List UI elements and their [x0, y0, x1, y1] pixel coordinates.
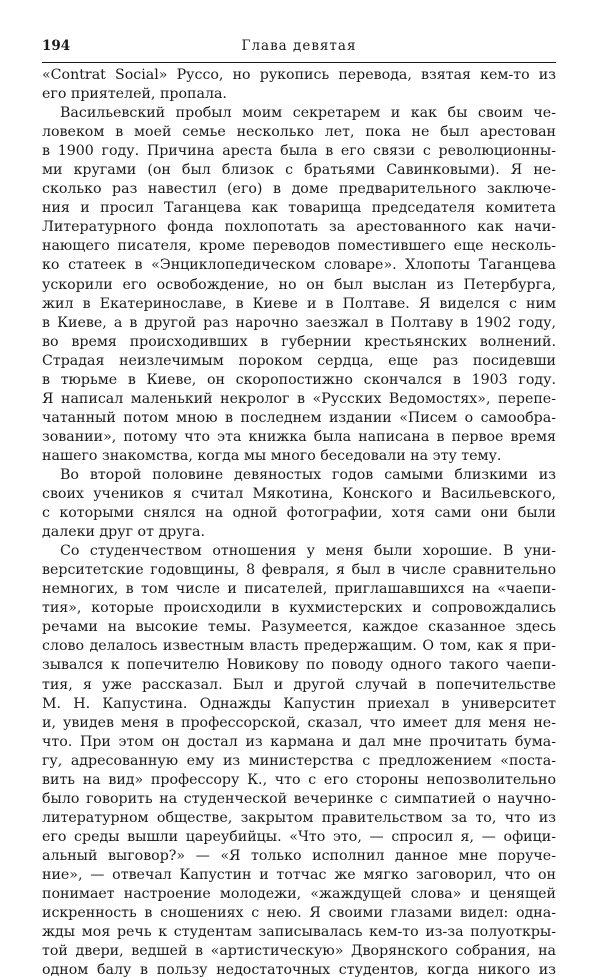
- text-line: зовании», потому что эта книжка была написана в первое время: [42, 428, 556, 445]
- text-line: вить на вид» профессору К., что с его стороны непозволительно: [42, 771, 556, 788]
- text-line: Литературного фонда похлопотать за арестованного как начи-: [42, 219, 556, 236]
- text-line: тия, я уже рассказал. Был и другой случай в попечительстве: [42, 676, 556, 693]
- text-line: гу, адресованную ему из министерства с предложением «постa-: [42, 752, 556, 769]
- text-line: с которыми снялся на одной фотографии, хотя сами они были: [42, 505, 556, 522]
- text-line: сколько раз навестил (его) в доме предварительного заключе-: [42, 181, 556, 198]
- text-line: ние», — отвечал Капустин и тотчас же мягко заговорил, что он: [42, 866, 556, 883]
- body-text: [42, 66, 556, 980]
- text-line: ускорили его освобождение, но он был выслан из Петербурга,: [42, 276, 556, 293]
- header-rule: [42, 62, 556, 63]
- text-line: в тюрьме в Киеве, он скоропостижно скончался в 1903 году.: [42, 371, 556, 388]
- page-header: [42, 38, 556, 60]
- text-line: искренность в сношениях с нею. Я своими глазами видел: одна-: [42, 905, 556, 922]
- text-line: ловеком в моей семье несколько лет, пока не был арестован: [42, 124, 556, 141]
- text-line: Я написал маленький некролог в «Русских Ведомостях», перепе-: [42, 390, 556, 407]
- text-line: своих учеников я считал Мякотина, Конского и Васильевского,: [42, 486, 556, 503]
- text-line: далеки друг от друга.: [42, 524, 206, 541]
- text-line: «Contrat Social» Руссо, но рукопись перевода, взятая кем-то из: [42, 67, 556, 83]
- text-line: ко статеек в «Энциклопедическом словаре». Хлопоты Таганцева: [42, 257, 556, 274]
- paragraph: [42, 104, 556, 466]
- text-line: немногих, в том числе и писателей, приглашавшихся на «чаепи-: [42, 581, 556, 598]
- text-line: одном балу в пользу недостаточных студентов, когда никого из: [42, 962, 556, 979]
- paragraph: [42, 66, 556, 104]
- text-line: во время происходивших в губернии крестьянских волнений.: [42, 333, 556, 350]
- text-line: Васильевский пробыл моим секретарем и как бы своим че-: [60, 105, 556, 122]
- text-line: нающего писателя, кроме переводов поместившего еще несколь-: [42, 238, 556, 255]
- paragraph: [42, 466, 556, 542]
- text-line: зывался к попечителю Новикову по поводу одного такого чаепи-: [42, 657, 556, 674]
- text-line: речами на высокие темы. Разумеется, каждое сказанное здесь: [42, 619, 556, 636]
- book-page: [42, 38, 556, 980]
- text-line: литературном обществе, закрытом правительством за то, что из: [42, 809, 556, 826]
- text-line: чатанный потом мною в последнем издании «Писем о самообра-: [42, 409, 556, 426]
- text-line: ния и просил Таганцева как товарища председателя комитета: [42, 200, 556, 217]
- text-line: в Киеве, а в другой раз нарочно заезжал в Полтаву в 1902 году,: [42, 314, 556, 331]
- text-line: ми кругами (он был близок с братьями Савинковыми). Я не-: [42, 162, 556, 179]
- text-line: его среды вышли цареубийцы. «Что это, — спросил я, — офици-: [42, 828, 556, 845]
- text-line: тия», которые происходили в кухмистерских и сопровождались: [42, 600, 556, 617]
- text-line: было говорить на студенческой вечеринке с симпатией о научно-: [42, 790, 556, 807]
- text-line: что. При этом он достал из кармана и дал мне прочитать бума-: [42, 733, 556, 750]
- paragraph: [42, 542, 556, 980]
- text-line: его приятелей, пропала.: [42, 86, 227, 103]
- page-number: 194: [42, 38, 71, 54]
- text-line: понимает настроение молодежи, «жаждущей слова» и ценящей: [42, 886, 556, 903]
- text-line: верситетские годовщины, 8 февраля, я был в числе сравнительно: [42, 562, 556, 579]
- text-line: альный выговор?» — «Я только исполнил данное мне поруче-: [42, 847, 556, 864]
- text-line: Со студенчеством отношения у меня были хорошие. В уни-: [60, 543, 556, 560]
- text-line: М. Н. Капустина. Однажды Капустин приехал в университет: [42, 695, 556, 712]
- text-line: нашего знакомства, когда мы много беседовали на эту тему.: [42, 447, 502, 464]
- text-line: и, увидев меня в профессорской, сказал, что имеет для меня не-: [42, 714, 556, 731]
- running-title: Глава девятая: [241, 38, 357, 54]
- text-line: той двери, ведшей в «артистическую» Дворянского собрания, на: [42, 943, 556, 960]
- text-line: Страдая неизлечимым пороком сердца, еще раз посидевши: [42, 352, 556, 369]
- text-line: жил в Екатеринославе, в Киеве и в Полтаве. Я виделся с ним: [42, 295, 556, 312]
- text-line: в 1900 году. Причина ареста была в его связи с революционны-: [42, 143, 556, 160]
- text-line: Во второй половине девяностых годов самыми близкими из: [60, 466, 556, 483]
- text-line: слово делалось известным власть предержащим. О том, как я при-: [42, 638, 556, 655]
- text-line: жды моя речь к студентам записывалась кем-то из-за полуоткры-: [42, 924, 556, 941]
